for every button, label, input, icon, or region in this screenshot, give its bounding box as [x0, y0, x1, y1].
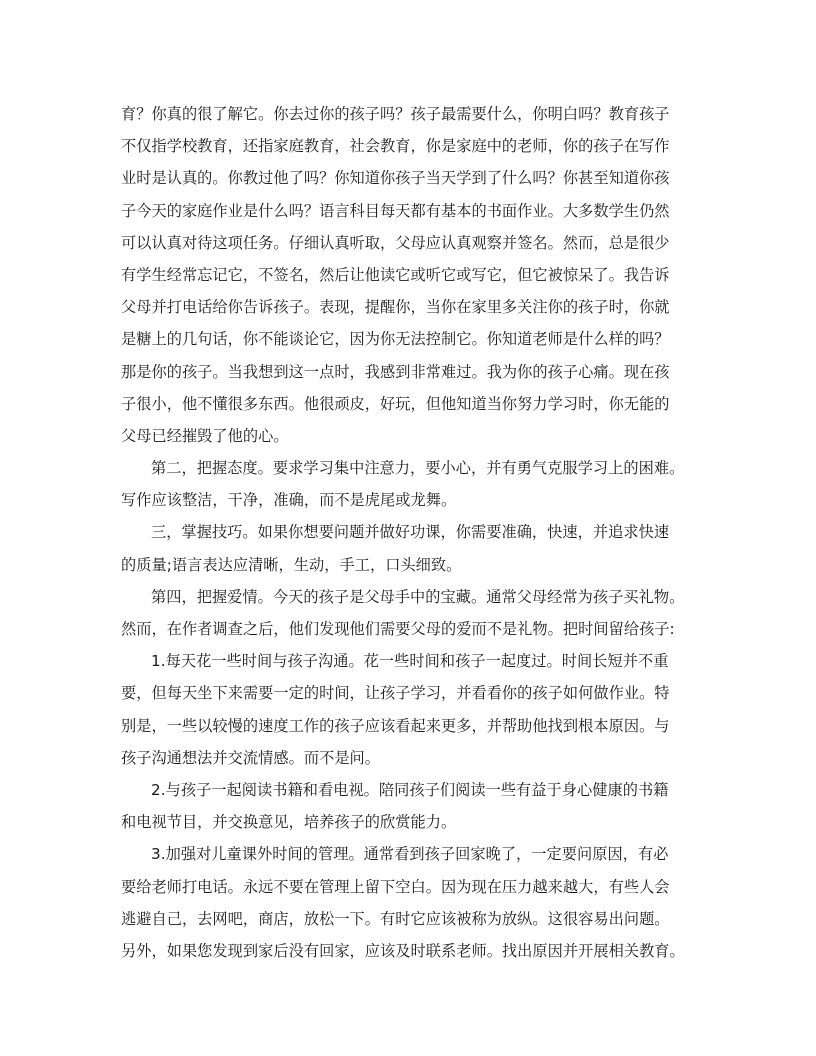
text-line: 子很小，他不懂很多东西。他很顽皮，好玩，但他知道当你努力学习时，你无能的	[121, 394, 670, 413]
text-line: 和电视节目，并交换意见，培养孩子的欣赏能力。	[121, 813, 457, 832]
text-line: 有学生经常忘记它，不签名，然后让他读它或听它或写它，但它被惊呆了。我告诉	[121, 265, 670, 284]
text-line: 要给老师打电话。永远不要在管理上留下空白。因为现在压力越来越大，有些人会	[121, 877, 670, 896]
text-line: 是糖上的几句话，你不能谈论它，因为你无法控制它。你知道老师是什么样的吗？	[121, 330, 670, 349]
text-line: 父母并打电话给你告诉孩子。表现，提醒你，当你在家里多关注你的孩子时，你就	[121, 298, 670, 317]
text-line: 另外，如果您发现到家后没有回家，应该及时联系老师。找出原因并开展相关教育。	[121, 941, 685, 960]
text-line: 不仅指学校教育，还指家庭教育，社会教育，你是家庭中的老师，你的孩子在写作	[121, 137, 670, 156]
text-line: 孩子沟通想法并交流情感。而不是问。	[121, 748, 381, 767]
text-line: 子今天的家庭作业是什么吗？语言科目每天都有基本的书面作业。大多数学生仍然	[121, 201, 670, 220]
text-line: 父母已经摧毁了他的心。	[121, 426, 289, 445]
text-line: 那是你的孩子。当我想到这一点时，我感到非常难过。我为你的孩子心痛。现在孩	[121, 362, 670, 381]
paragraph-start-line: 第四，把握爱情。今天的孩子是父母手中的宝藏。通常父母经常为孩子买礼物。	[151, 587, 685, 606]
document-body	[121, 98, 696, 967]
text-line: 要，但每天坐下来需要一定的时间，让孩子学习，并看看你的孩子如何做作业。特	[121, 684, 670, 703]
text-line: 逃避自己，去网吧，商店，放松一下。有时它应该被称为放纵。这很容易出问题。	[121, 909, 670, 928]
paragraph-start-line: 第二，把握态度。要求学习集中注意力，要小心，并有勇气克服学习上的困难。	[151, 459, 685, 478]
text-line: 可以认真对待这项任务。仔细认真听取，父母应认真观察并签名。然而，总是很少	[121, 233, 670, 252]
paragraph-start-line: 三，掌握技巧。如果你想要问题并做好功课，你需要准确，快速，并追求快速	[151, 523, 670, 542]
list-item-start-line: 3.加强对儿童课外时间的管理。通常看到孩子回家晚了，一定要问原因，有必	[151, 845, 669, 864]
text-line: 然而，在作者调查之后，他们发现他们需要父母的爱而不是礼物。把时间留给孩子:	[121, 620, 675, 638]
text-line: 的质量;语言表达应清晰，生动，手工，口头细致。	[121, 555, 462, 574]
list-item-start-line: 1.每天花一些时间与孩子沟通。花一些时间和孩子一起度过。时间长短并不重	[151, 652, 669, 671]
text-line: 别是，一些以较慢的速度工作的孩子应该看起来更多，并帮助他找到根本原因。与	[121, 716, 670, 735]
text-line: 育？你真的很了解它。你去过你的孩子吗？孩子最需要什么，你明白吗？教育孩子	[121, 105, 670, 123]
text-line: 写作应该整洁，干净，准确，而不是虎尾或龙舞。	[121, 491, 457, 510]
list-item-start-line: 2.与孩子一起阅读书籍和看电视。陪同孩子们阅读一些有益于身心健康的书籍	[151, 780, 669, 799]
text-line: 业时是认真的。你教过他了吗？你知道你孩子当天学到了什么吗？你甚至知道你孩	[121, 169, 670, 188]
